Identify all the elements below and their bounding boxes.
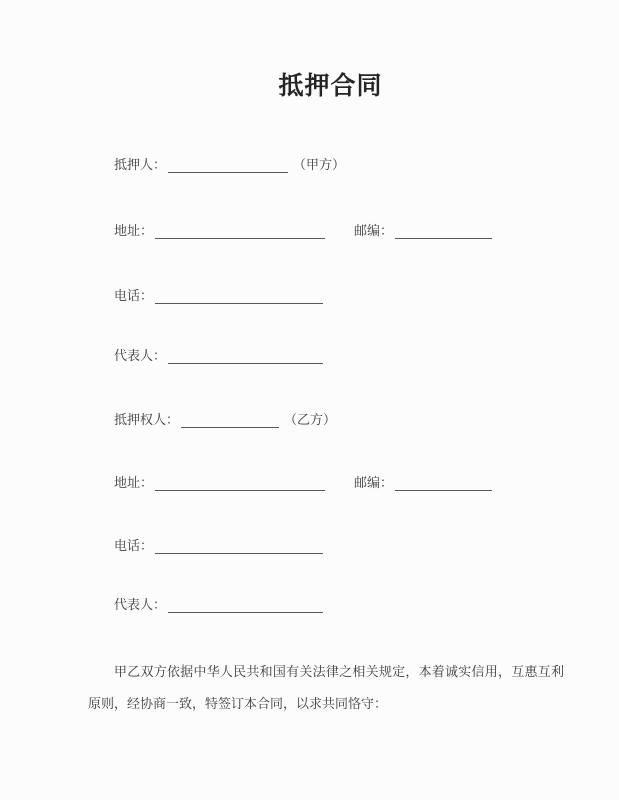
- preamble-paragraph: 甲乙双方依据中华人民共和国有关法律之相关规定，本着诚实信用，互惠互利原则，经协商一致，特签订本合同，以求共同恪守：: [88, 664, 564, 711]
- postcode-a-blank[interactable]: [395, 225, 492, 239]
- postcode-b-blank[interactable]: [395, 477, 492, 491]
- phone-b-row: [114, 536, 619, 558]
- contract-title: 抵押合同: [278, 72, 383, 100]
- phone-a-label: 电话：: [114, 288, 154, 303]
- address-a-row: [114, 221, 619, 243]
- phone-b-blank[interactable]: [155, 540, 323, 554]
- postcode-a-label: 邮编：: [354, 223, 394, 238]
- representative-a-blank[interactable]: [168, 350, 323, 364]
- party-a-tag: （甲方）: [293, 157, 346, 172]
- mortgagee-blank[interactable]: [181, 414, 279, 428]
- representative-a-row: [114, 346, 619, 368]
- address-b-blank[interactable]: [155, 477, 325, 491]
- phone-a-blank[interactable]: [155, 290, 323, 304]
- phone-b-label: 电话：: [114, 538, 154, 553]
- postcode-b-label: 邮编：: [354, 475, 394, 490]
- mortgagee-label: 抵押权人：: [114, 412, 180, 427]
- address-a-label: 地址：: [114, 223, 154, 238]
- mortgagor-row: [114, 155, 619, 177]
- representative-b-blank[interactable]: [168, 599, 323, 613]
- representative-a-label: 代表人：: [114, 348, 167, 363]
- mortgagor-label: 抵押人：: [114, 157, 167, 172]
- representative-b-row: [114, 595, 619, 617]
- phone-a-row: [114, 286, 619, 308]
- party-b-tag: （乙方）: [284, 412, 337, 427]
- address-a-blank[interactable]: [155, 225, 325, 239]
- mortgagor-blank[interactable]: [168, 159, 288, 173]
- mortgagee-row: [114, 410, 619, 432]
- representative-b-label: 代表人：: [114, 597, 167, 612]
- address-b-row: [114, 473, 619, 495]
- address-b-label: 地址：: [114, 475, 154, 490]
